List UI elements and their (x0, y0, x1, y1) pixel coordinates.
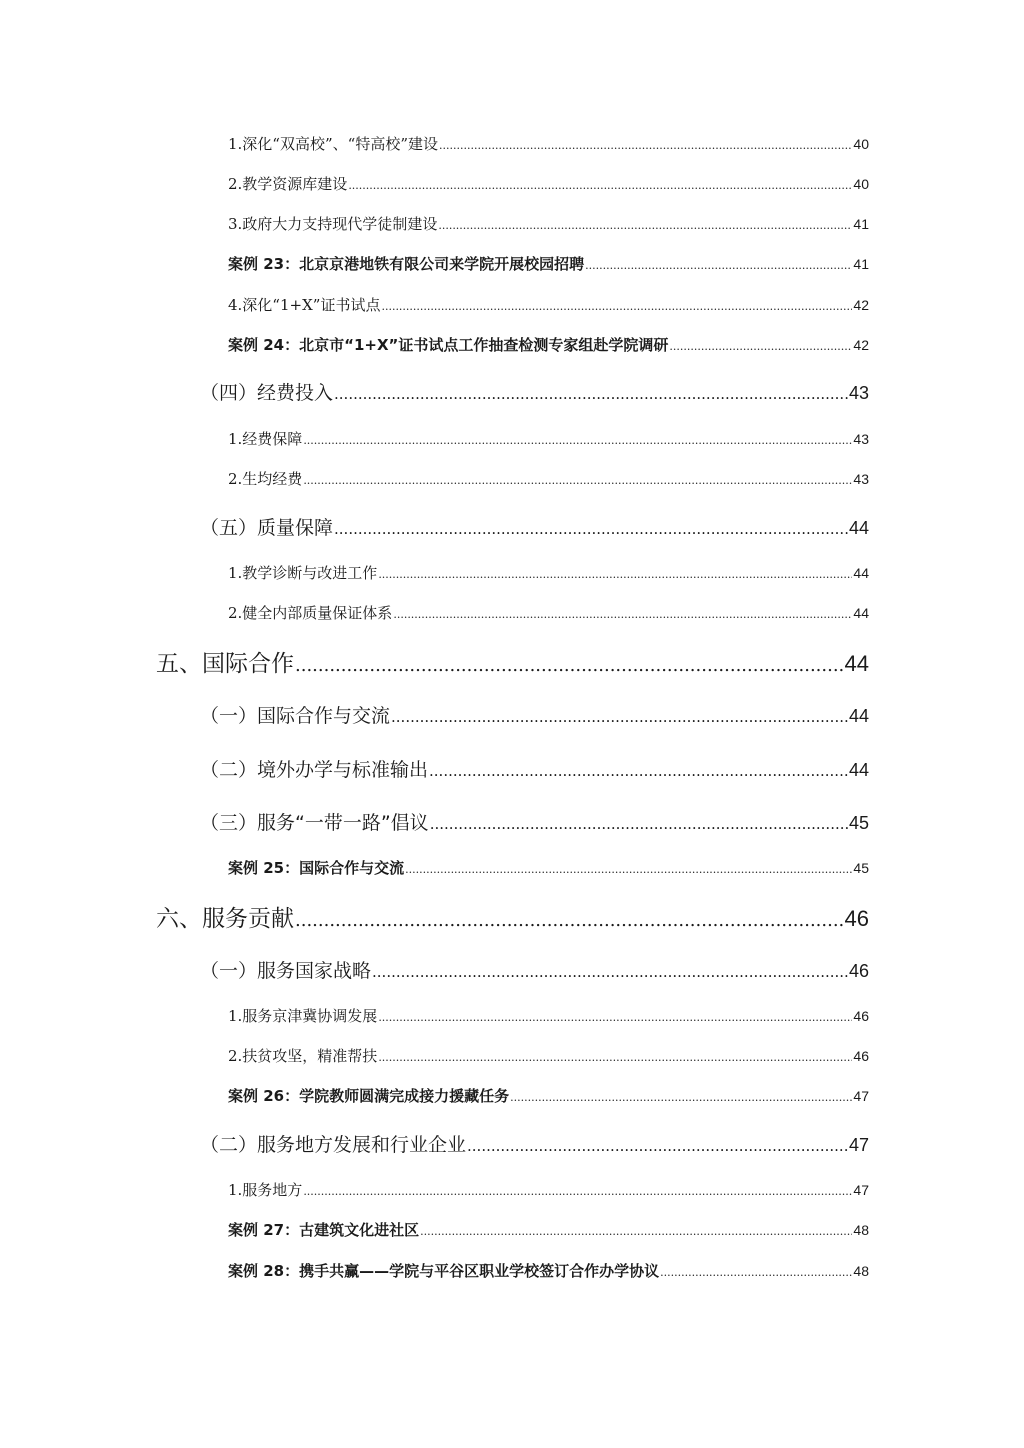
toc-leader-dots (378, 568, 852, 581)
toc-entry-title: （二）服务地方发展和行业企业 (200, 1134, 467, 1156)
toc-entry-page: 44 (853, 565, 869, 581)
toc-entry-page: 46 (853, 1048, 869, 1064)
toc-entry-title: 案例 28：携手共赢——学院与平谷区职业学校签订合作办学协议 (228, 1262, 660, 1280)
toc-leader-dots (295, 655, 844, 676)
toc-entry-page: 43 (853, 431, 869, 447)
toc-leader-dots (348, 179, 852, 192)
toc-entry-title: （三）服务“一带一路”倡议 (200, 812, 429, 834)
toc-entry-page: 44 (848, 760, 869, 780)
toc-entry-case-25[interactable] (228, 857, 869, 879)
toc-entry-case-27[interactable] (228, 1219, 869, 1241)
toc-entry-jingjinji[interactable] (228, 1005, 869, 1027)
toc-entry-title: （五）质量保障 (200, 517, 334, 539)
toc-leader-dots (295, 910, 844, 931)
toc-leader-dots (303, 1185, 852, 1198)
toc-entry-page: 43 (848, 383, 869, 403)
toc-leader-dots (334, 385, 848, 403)
toc-leader-dots (303, 434, 852, 447)
toc-entry-service-contribution[interactable] (156, 900, 869, 930)
toc-entry-1x-certificate[interactable] (228, 294, 869, 316)
toc-entry-poverty-alleviation[interactable] (228, 1045, 869, 1067)
toc-entry-page: 48 (853, 1263, 869, 1279)
toc-leader-dots (393, 608, 852, 621)
toc-leader-dots (378, 1051, 852, 1064)
toc-entry-page: 47 (853, 1088, 869, 1104)
toc-entry-title: 1.经费保障 (228, 430, 303, 448)
toc-entry-overseas-education[interactable] (200, 755, 869, 781)
toc-entry-page: 44 (844, 651, 869, 676)
toc-entry-page: 40 (853, 136, 869, 152)
toc-entry-page: 45 (853, 860, 869, 876)
toc-leader-dots (585, 259, 852, 272)
toc-entry-page: 41 (853, 216, 869, 232)
toc-entry-per-student-funding[interactable] (228, 468, 869, 490)
toc-entry-page: 41 (853, 256, 869, 272)
toc-leader-dots (381, 300, 852, 313)
toc-entry-title: 案例 26：学院教师圆满完成接力援藏任务 (228, 1087, 510, 1105)
toc-entry-title: 2.扶贫攻坚，精准帮扶 (228, 1047, 378, 1065)
toc-entry-title: 1.教学诊断与改进工作 (228, 564, 378, 582)
toc-entry-title: 六、服务贡献 (156, 906, 294, 932)
toc-leader-dots (660, 1266, 852, 1279)
toc-entry-page: 46 (848, 961, 869, 981)
toc-entry-title: 2.生均经费 (228, 470, 303, 488)
toc-leader-dots (391, 708, 848, 726)
toc-entry-internal-quality[interactable] (228, 602, 869, 624)
toc-entry-page: 46 (844, 906, 869, 931)
toc-entry-title: （四）经费投入 (200, 382, 334, 404)
toc-entry-belt-and-road[interactable] (200, 808, 869, 834)
toc-entry-page: 42 (853, 297, 869, 313)
toc-leader-dots (430, 815, 848, 833)
toc-entry-page: 42 (853, 337, 869, 353)
toc-entry-page: 46 (853, 1008, 869, 1024)
toc-leader-dots (334, 520, 848, 538)
toc-entry-title: （二）境外办学与标准输出 (200, 759, 429, 781)
toc-entry-page: 40 (853, 176, 869, 192)
toc-entry-title: （一）服务国家战略 (200, 960, 372, 982)
toc-entry-double-high-school[interactable] (228, 133, 869, 155)
toc-entry-case-28[interactable] (228, 1260, 869, 1282)
toc-leader-dots (303, 474, 852, 487)
toc-entry-title: 2.健全内部质量保证体系 (228, 604, 393, 622)
toc-leader-dots (372, 963, 848, 981)
toc-leader-dots (510, 1091, 852, 1104)
toc-entry-national-strategy[interactable] (200, 956, 869, 982)
toc-entry-teaching-diagnosis[interactable] (228, 562, 869, 584)
toc-entry-page: 48 (853, 1222, 869, 1238)
toc-entry-funding-guarantee[interactable] (228, 428, 869, 450)
toc-entry-case-26[interactable] (228, 1085, 869, 1107)
toc-leader-dots (438, 219, 852, 232)
toc-entry-quality-assurance[interactable] (200, 513, 869, 539)
toc-entry-resource-library[interactable] (228, 173, 869, 195)
toc-leader-dots (405, 863, 852, 876)
toc-entry-page: 47 (853, 1182, 869, 1198)
toc-entry-title: 五、国际合作 (156, 651, 294, 677)
toc-entry-local-development[interactable] (200, 1130, 869, 1156)
toc-entry-title: 1.服务地方 (228, 1181, 303, 1199)
toc-leader-dots (669, 340, 852, 353)
toc-entry-page: 45 (848, 813, 869, 833)
toc-entry-title: （一）国际合作与交流 (200, 705, 391, 727)
toc-entry-title: 1.深化“双高校”、“特高校”建设 (228, 135, 438, 153)
toc-entry-international-exchange[interactable] (200, 701, 869, 727)
toc-entry-title: 4.深化“1+X”证书试点 (228, 296, 381, 314)
toc-entry-page: 44 (853, 605, 869, 621)
toc-entry-apprenticeship[interactable] (228, 213, 869, 235)
toc-leader-dots (378, 1011, 852, 1024)
toc-entry-funding-input[interactable] (200, 378, 869, 404)
toc-entry-title: 2.教学资源库建设 (228, 175, 348, 193)
toc-entry-international-cooperation[interactable] (156, 645, 869, 675)
toc-leader-dots (429, 762, 848, 780)
toc-entry-title: 案例 27：古建筑文化进社区 (228, 1221, 420, 1239)
toc-entry-title: 3.政府大力支持现代学徒制建设 (228, 215, 438, 233)
toc-entry-page: 47 (848, 1135, 869, 1155)
toc-entry-case-24[interactable] (228, 334, 869, 356)
toc-entry-title: 1.服务京津冀协调发展 (228, 1007, 378, 1025)
toc-entry-title: 案例 25：国际合作与交流 (228, 859, 405, 877)
toc-entry-page: 43 (853, 471, 869, 487)
toc-entry-case-23[interactable] (228, 253, 869, 275)
toc-entry-title: 案例 23：北京京港地铁有限公司来学院开展校园招聘 (228, 255, 585, 273)
toc-entry-page: 44 (848, 706, 869, 726)
toc-leader-dots (467, 1137, 848, 1155)
toc-leader-dots (439, 139, 852, 152)
toc-entry-title: 案例 24：北京市“1+X”证书试点工作抽查检测专家组赴学院调研 (228, 336, 669, 354)
toc-leader-dots (420, 1225, 852, 1238)
toc-entry-serve-local[interactable] (228, 1179, 869, 1201)
toc-entry-page: 44 (848, 518, 869, 538)
